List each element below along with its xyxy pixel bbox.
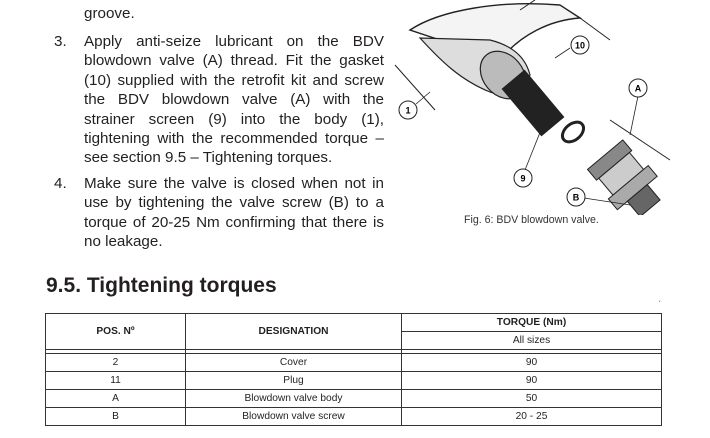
pos-cell: B <box>46 408 186 426</box>
torque-cell: 90 <box>402 354 662 372</box>
pos-cell: 11 <box>46 372 186 390</box>
section-heading: 9.5. Tightening torques <box>46 274 277 297</box>
torque-subheader: All sizes <box>402 332 662 350</box>
step-number: 3. <box>54 33 67 50</box>
step-number: 4. <box>54 175 67 192</box>
designation-cell: Blowdown valve screw <box>186 408 402 426</box>
bdv-blowdown-valve-illustration <box>380 0 710 215</box>
torque-table <box>45 313 662 426</box>
svg-text:10: 10 <box>574 40 586 51</box>
table-row <box>46 390 662 408</box>
torque-cell: 20 - 25 <box>402 408 662 426</box>
table-header-row <box>46 314 662 332</box>
svg-text:1: 1 <box>405 105 411 116</box>
callout-a <box>629 79 647 97</box>
step-text: Make sure the valve is closed when not in use by tightening the valve screw (B) to a torque of 20-25 Nm confirming that there is no leakage. <box>84 175 384 251</box>
pos-cell: 2 <box>46 354 186 372</box>
designation-cell: Plug <box>186 372 402 390</box>
designation-cell: Cover <box>186 354 402 372</box>
callout-9 <box>514 169 532 187</box>
svg-text:B: B <box>572 192 580 203</box>
blowdown-valve <box>585 138 670 215</box>
torque-cell: 50 <box>402 390 662 408</box>
stray-mark: ˏ <box>658 292 661 302</box>
step-text: Apply anti-seize lubricant on the BDV blowdown valve (A) thread. Fit the gasket (10) supplied with the retrofit kit and screw the BDV blowdown valve (A) with the strainer screen (9) into the body (1), tightening with the recommended torque – see section 9.5 – Tightening torques. <box>84 33 384 167</box>
designation-cell: Blowdown valve body <box>186 390 402 408</box>
table-row <box>46 372 662 390</box>
svg-text:9: 9 <box>520 173 526 184</box>
svg-text:A: A <box>634 83 642 94</box>
pos-header: POS. Nº <box>46 314 186 350</box>
gasket <box>559 118 588 146</box>
intro-fragment: groove. <box>84 5 135 22</box>
callout-1 <box>399 101 417 119</box>
callout-b <box>567 188 585 206</box>
table-row <box>46 408 662 426</box>
figure-caption: Fig. 6: BDV blowdown valve. <box>464 214 599 226</box>
torque-cell: 90 <box>402 372 662 390</box>
torque-header: TORQUE (Nm) <box>402 314 662 332</box>
table-row <box>46 354 662 372</box>
designation-header: DESIGNATION <box>186 314 402 350</box>
callout-10 <box>571 36 589 54</box>
pos-cell: A <box>46 390 186 408</box>
